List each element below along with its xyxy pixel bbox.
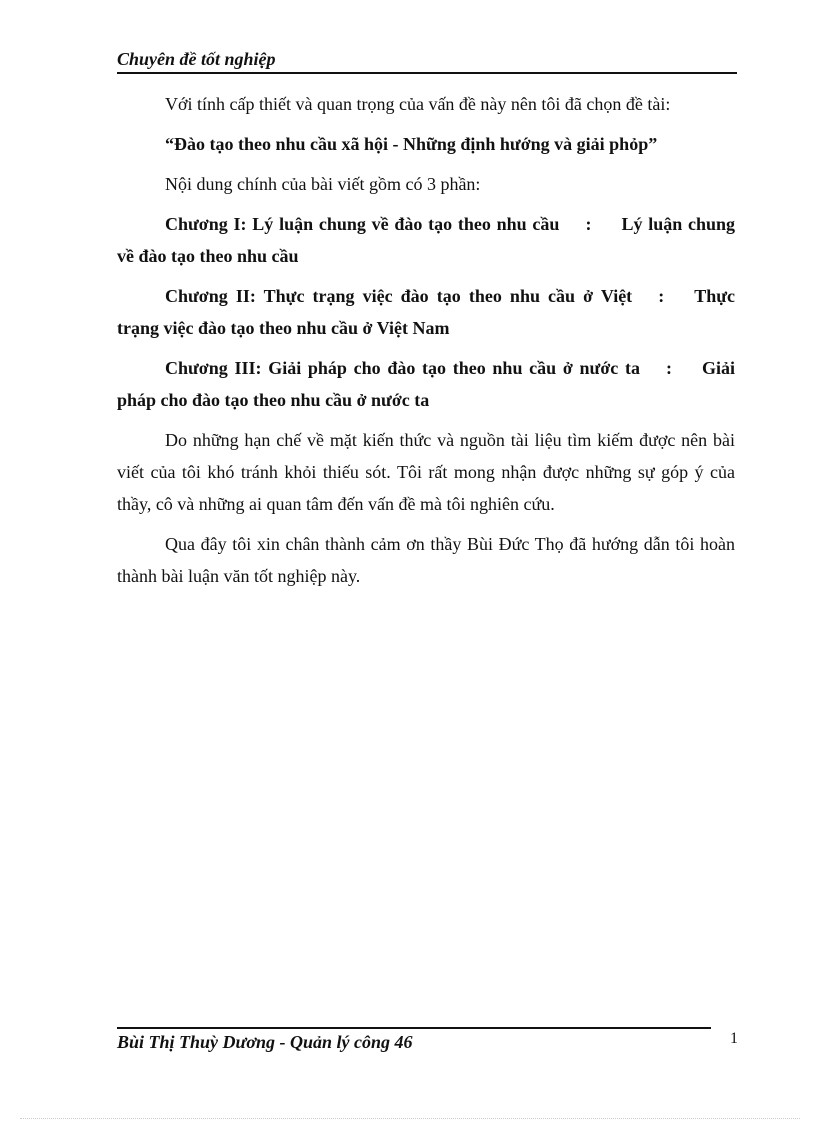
chapter-separator: : [585,214,592,234]
page-bottom-edge [20,1118,800,1119]
page-number: 1 [730,1030,738,1047]
chapter-item [117,208,735,272]
chapter-separator: : [665,358,672,378]
intro-paragraph: Với tính cấp thiết và quan trọng của vấn đề này nên tôi đã chọn đề tài: [165,94,671,114]
chapter-item [117,352,735,416]
chapter-separator: : [658,286,665,306]
document-body [117,88,735,592]
footer-divider [117,1027,711,1029]
header-title: Chuyên đề tốt nghiệp [117,49,276,69]
chapter-label: Chương III: Giải pháp cho đào tạo theo nhu cầu ở nước ta [165,358,640,378]
chapter-description: Giải pháp cho đào tạo theo nhu cầu ở nước ta [117,358,735,410]
topic-title: “Đào tạo theo nhu cầu xã hội - Những định hướng và giải phỏp” [165,134,658,154]
chapter-item [117,280,735,344]
thanks-paragraph: Qua đây tôi xin chân thành cảm ơn thầy Bùi Đức Thọ đã hướng dẫn tôi hoàn thành bài luận văn tốt nghiệp này. [117,534,735,586]
chapter-description: Lý luận chung về đào tạo theo nhu cầu [117,214,736,266]
chapter-description: Thực trạng việc đào tạo theo nhu cầu ở Việt Nam [117,286,735,338]
chapter-label: Chương II: Thực trạng việc đào tạo theo nhu cầu ở Việt [165,286,633,306]
summary-paragraph: Nội dung chính của bài viết gồm có 3 phần: [165,174,481,194]
footer-author: Bùi Thị Thuỳ Dương - Quản lý công 46 [117,1032,413,1052]
chapter-label: Chương I: Lý luận chung về đào tạo theo nhu cầu [165,214,560,234]
limitations-paragraph: Do những hạn chế về mặt kiến thức và nguồn tài liệu tìm kiếm được nên bài viết của tôi khó tránh khỏi thiếu sót. Tôi rất mong nhận được những sự góp ý của thầy, cô và những ai quan tâm đến vấn đề mà tôi nghiên cứu. [117,430,735,514]
page-header [117,48,737,74]
